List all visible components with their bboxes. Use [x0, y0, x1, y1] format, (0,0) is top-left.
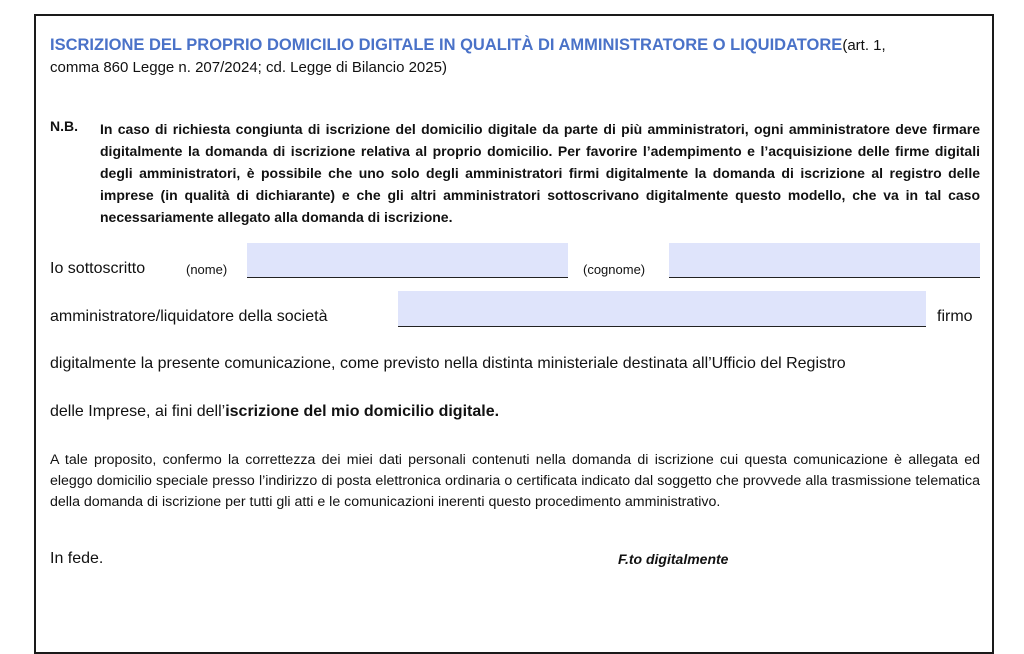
cognome-label: (cognome) — [583, 262, 646, 277]
nb-label: N.B. — [50, 118, 78, 134]
legal-reference-part2: comma 860 Legge n. 207/2024; cd. Legge di Bilancio 2025) — [50, 59, 447, 76]
io-sottoscritto-label: Io sottoscritto — [50, 260, 146, 277]
nome-field[interactable] — [247, 243, 568, 278]
document-frame — [34, 14, 994, 654]
body-line-2-prefix: delle Imprese, ai fini dell’ — [50, 403, 226, 420]
amministratore-label: amministratore/liquidatore della società — [50, 308, 328, 325]
body-line-1: digitalmente la presente comunicazione, come previsto nella distinta ministeriale destinata all’Ufficio del Registro — [50, 355, 846, 372]
body-line-2 — [50, 403, 499, 421]
document-title: ISCRIZIONE DEL PROPRIO DOMICILIO DIGITALE IN QUALITÀ DI AMMINISTRATORE O LIQUIDATORE — [50, 36, 843, 54]
nome-label: (nome) — [186, 262, 228, 277]
nb-text: In caso di richiesta congiunta di iscrizione del domicilio digitale da parte di più amministratori, ogni amministratore deve firmare digitalmente la domanda di iscrizione relativa al proprio domicilio. Per favorire l’adempimento e l’acquisizione delle firme digitali degli amministratori, è possibile che uno solo degli amministratori firmi digitalmente la domanda di iscrizione al registro delle imprese (in qualità di dichiarante) e che gli altri amministratori sottoscrivano digitalmente questo modello, che va in tal caso necessariamente allegato alla domanda di iscrizione. — [100, 121, 980, 225]
document-header — [50, 34, 985, 79]
legal-reference-part1: (art. 1, — [842, 37, 886, 54]
firmo-label: firmo — [937, 308, 973, 325]
cognome-field[interactable] — [669, 243, 980, 278]
declaration-paragraph: A tale proposito, confermo la correttezza dei miei dati personali contenuti nella domanda di iscrizione cui questa comunicazione è allegata ed eleggo domicilio speciale presso l’indirizzo di posta elettronica ordinaria o certificata indicato dal soggetto che provvede alla trasmissione telematica della domanda di iscrizione per tutti gli atti e le comunicazioni inerenti questo procedimento amministrativo. — [50, 452, 980, 510]
body-line-2-bold: iscrizione del mio domicilio digitale. — [225, 403, 500, 420]
in-fede-label: In fede. — [50, 550, 104, 567]
signature-label: F.to digitalmente — [618, 551, 729, 567]
societa-field[interactable] — [398, 291, 926, 327]
